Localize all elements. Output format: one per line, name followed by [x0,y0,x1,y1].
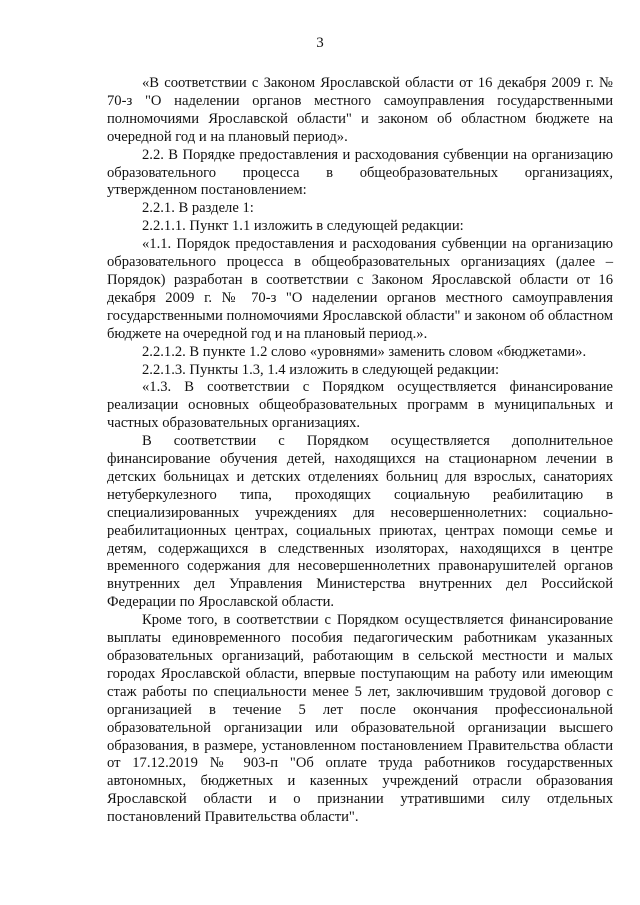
paragraph-additional-financing: В соответствии с Порядком осуществляется дополнительное финансирование обучения детей, находящихся на стационарном лечении в детских больницах и детских отделениях больниц для взрослых, санаториях нетуберкулезного типа, проходящих социальную реабилитацию в специализированных учреждениях для несовершеннолетних: социально-реабилитационных центрах, социальных приютах, центрах помощи семье и детям, содержащихся в следственных изоляторах, находящихся в центре временного содержания для несовершеннолетних правонарушителей органов внутренних дел Управления Министерства внутренних дел Российской Федерации по Ярославской области. [107,433,613,611]
page-number: 3 [316,35,324,51]
paragraph-one-time-allowance: Кроме того, в соответствии с Порядком осуществляется финансирование выплаты единовременного пособия педагогическим работникам указанных образовательных организаций, работающим в сельской местности и малых городах Ярославской области, впервые поступающим на работу или имеющим стаж работы по специальности менее 5 лет, заключившим трудовой договор с организацией в течение 5 лет после окончания профессиональной образовательной организации или образовательной организации высшего образования, в размере, установленном постановлением Правительства области от 17.12.2019 № 903-п "Об оплате труда работников государственных автономных, бюджетных и казенных учреждений отрасли образования Ярославской области и о признании утратившими силу отдельных постановлений Правительства области". [107,612,613,826]
paragraph-quote-1-1: «1.1. Порядок предоставления и расходования субвенции на организацию образовательного процесса в общеобразовательных организациях (далее – Порядок) разработан в соответствии с Законом Ярославской области от 16 декабря 2009 г. № 70-з "О наделении органов местного самоуправления государственными полномочиями Ярославской области" и законом об областном бюджете на очередной год и на плановый период.». [107,236,613,342]
paragraph-2-2-1-1: 2.2.1.1. Пункт 1.1 изложить в следующей редакции: [142,218,464,235]
paragraph-quote-1-3: «1.3. В соответствии с Порядком осуществляется финансирование реализации основных общеобразовательных программ в муниципальных и частных образовательных организациях. [107,379,613,432]
paragraph-2-2-1-3: 2.2.1.3. Пункты 1.3, 1.4 изложить в следующей редакции: [142,361,500,378]
paragraph-2-2-1: 2.2.1. В разделе 1: [142,200,254,217]
paragraph-2-2-1-2: 2.2.1.2. В пункте 1.2 слово «уровнями» заменить словом «бюджетами». [142,343,587,360]
paragraph-2-2: 2.2. В Порядке предоставления и расходования субвенции на организацию образовательного процесса в общеобразовательных организациях, утвержденном постановлением: [107,146,613,199]
paragraph-law-reference: «В соответствии с Законом Ярославской области от 16 декабря 2009 г. № 70-з "О наделении органов местного самоуправления государственными полномочиями Ярославской области" и законом об областном бюджете на очередной год и на плановый период». [107,75,613,145]
document-body [107,75,613,827]
